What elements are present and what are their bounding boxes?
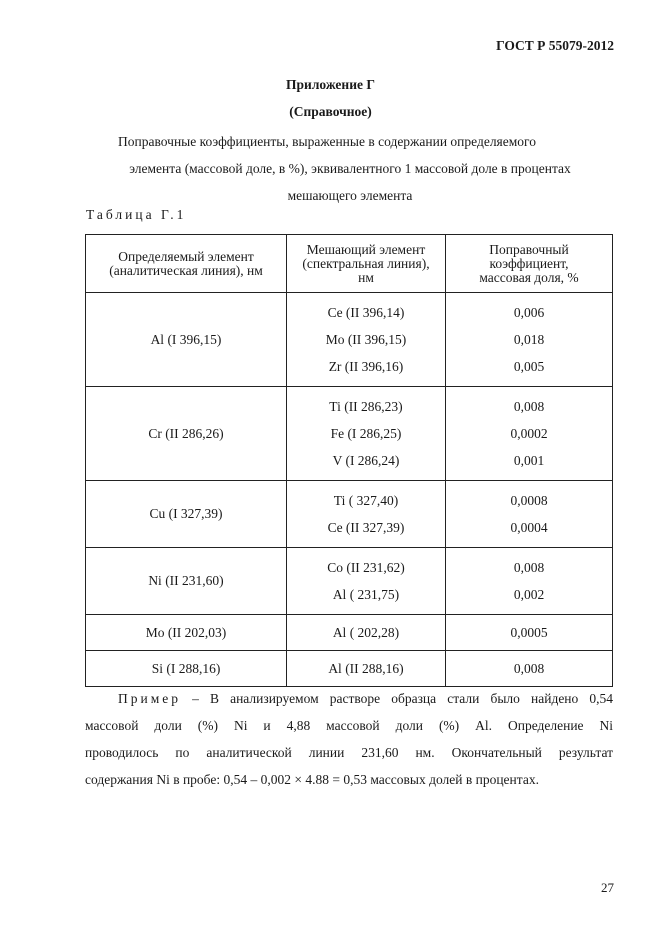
coefficient-value: 0,005 (513, 359, 545, 374)
interfering-element-cell (287, 548, 446, 615)
interfering-element-cell (287, 481, 446, 548)
standard-code: ГОСТ Р 55079-2012 (496, 38, 614, 53)
heading-line: элемента (массовой доле, в %), эквивалентного 1 массовой доле в процентах (129, 161, 571, 176)
interfering-element-value: Ce (II 396,14) (327, 305, 405, 320)
header-interfering-element: Мешающий элемент (спектральная линия), нм (287, 235, 446, 293)
coefficient-value: 0,0002 (510, 426, 548, 441)
coefficient-value: 0,0008 (510, 493, 548, 508)
header-analyte-element: Определяемый элемент (аналитическая линия), нм (86, 235, 287, 293)
coefficient-value: 0,006 (513, 305, 545, 320)
coefficient-value: 0,008 (513, 661, 545, 676)
heading-line: Поправочные коэффициенты, выраженные в содержании определяемого (118, 134, 537, 149)
interfering-element-value: V (I 286,24) (332, 453, 400, 468)
analyte-element-cell: Mo (II 202,03) (86, 615, 287, 651)
table-row (86, 481, 613, 548)
example-text: проводилось по аналитической линии 231,60 нм. Окончательный результат (85, 745, 613, 760)
interfering-element-cell (287, 615, 446, 651)
interfering-element-value: Ce (II 327,39) (327, 520, 405, 535)
coefficient-value: 0,008 (513, 560, 545, 575)
analyte-element-cell: Ni (II 231,60) (86, 548, 287, 615)
interfering-element-value: Ti ( 327,40) (333, 493, 399, 508)
interfering-element-cell (287, 293, 446, 387)
coefficient-cell (446, 651, 613, 687)
header-correction-coefficient: Поправочный коэффициент, массовая доля, % (446, 235, 613, 293)
heading-line: мешающего элемента (287, 188, 413, 203)
interfering-element-cell (287, 651, 446, 687)
table-row (86, 651, 613, 687)
interfering-element-value: Zr (II 396,16) (328, 359, 404, 374)
annex-title: Приложение Г (286, 77, 375, 92)
interfering-element-value: Al (II 288,16) (328, 661, 404, 676)
correction-coefficients-table (85, 234, 613, 687)
analyte-element-cell: Cr (II 286,26) (86, 387, 287, 481)
example-paragraph (85, 685, 613, 793)
coefficient-value: 0,001 (513, 453, 545, 468)
coefficient-cell (446, 548, 613, 615)
example-text: содержания Ni в пробе: 0,54 – 0,002 × 4.88 = 0,53 массовых долей в процентах. (85, 772, 539, 787)
example-text: – В анализируемом растворе образца стали было найдено 0,54 (192, 691, 614, 706)
coefficient-value: 0,002 (513, 587, 545, 602)
analyte-element-cell: Al (I 396,15) (86, 293, 287, 387)
table-label: Таблица Г.1 (86, 207, 187, 222)
interfering-element-value: Mo (II 396,15) (325, 332, 407, 347)
table-header-row (86, 235, 613, 293)
coefficient-value: 0,0004 (510, 520, 548, 535)
interfering-element-cell (287, 387, 446, 481)
table-row (86, 548, 613, 615)
coefficient-cell (446, 387, 613, 481)
table-heading (85, 128, 615, 209)
coefficient-value: 0,018 (513, 332, 545, 347)
table-row (86, 293, 613, 387)
page-number: 27 (601, 880, 614, 895)
coefficient-cell (446, 293, 613, 387)
analyte-element-cell: Si (I 288,16) (86, 651, 287, 687)
example-label: Пример (118, 691, 182, 706)
example-text: массовой доли (%) Ni и 4,88 массовой доли (%) Al. Определение Ni (85, 718, 613, 733)
interfering-element-value: Al ( 202,28) (332, 625, 400, 640)
table-row (86, 615, 613, 651)
interfering-element-value: Ti (II 286,23) (329, 399, 403, 414)
analyte-element-cell: Cu (I 327,39) (86, 481, 287, 548)
coefficient-cell (446, 481, 613, 548)
coefficient-value: 0,0005 (510, 625, 548, 640)
interfering-element-value: Fe (I 286,25) (330, 426, 402, 441)
interfering-element-value: Co (II 231,62) (327, 560, 405, 575)
coefficient-cell (446, 615, 613, 651)
annex-subtitle: (Справочное) (289, 104, 372, 119)
interfering-element-value: Al ( 231,75) (332, 587, 400, 602)
coefficient-value: 0,008 (513, 399, 545, 414)
table-row (86, 387, 613, 481)
